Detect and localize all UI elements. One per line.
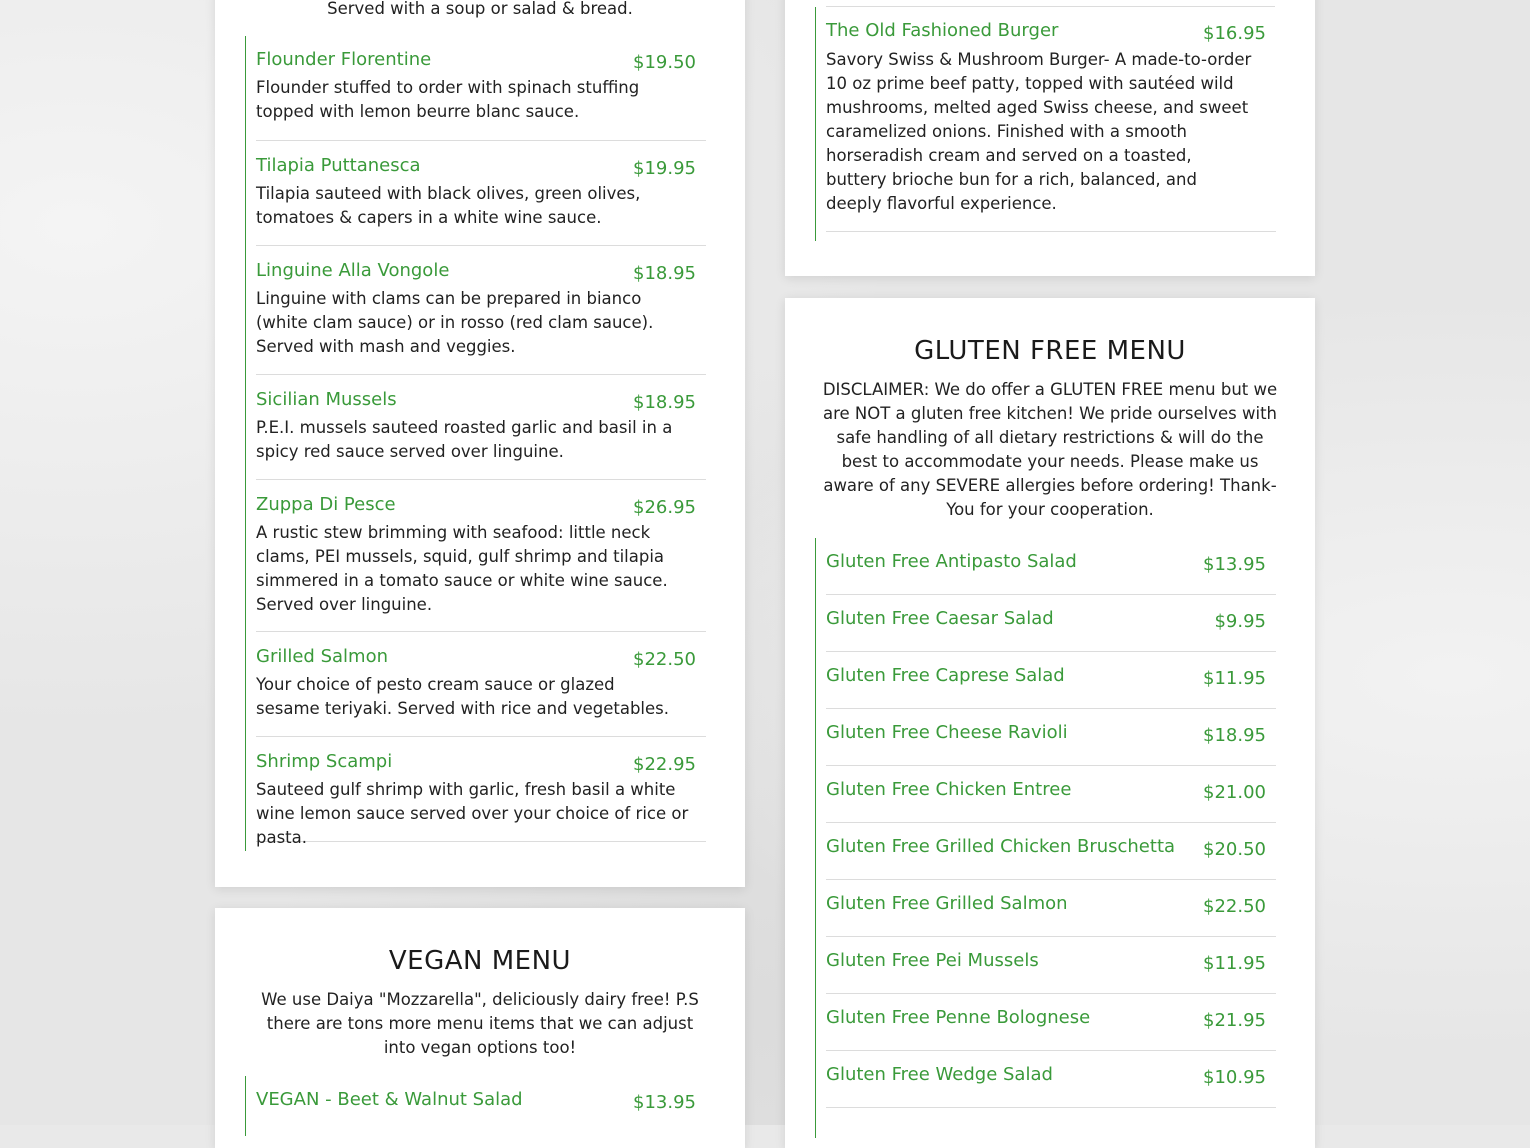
menu-item-price: $22.95 — [633, 754, 696, 775]
menu-item-price: $16.95 — [1203, 23, 1266, 44]
vegan-title: VEGAN MENU — [388, 946, 572, 976]
menu-item[interactable] — [826, 880, 1276, 937]
entrees-list — [245, 36, 706, 851]
menu-item[interactable] — [826, 709, 1276, 766]
vegan-list — [245, 1076, 706, 1136]
menu-item-name[interactable]: Gluten Free Cheese Ravioli — [826, 722, 1068, 743]
menu-item-price: $18.95 — [1203, 725, 1266, 746]
menu-item-name[interactable]: Grilled Salmon — [256, 646, 388, 667]
menu-item[interactable] — [826, 7, 1276, 232]
menu-item[interactable] — [256, 1076, 706, 1136]
menu-item[interactable] — [256, 246, 706, 375]
menu-item[interactable] — [826, 1051, 1276, 1108]
menu-item-price: $26.95 — [633, 497, 696, 518]
menu-item[interactable] — [826, 766, 1276, 823]
menu-item-price: $13.95 — [633, 1092, 696, 1113]
menu-item-name[interactable]: Gluten Free Grilled Chicken Bruschetta — [826, 836, 1176, 857]
menu-item-name[interactable]: Gluten Free Pei Mussels — [826, 950, 1039, 971]
menu-item-name[interactable]: Shrimp Scampi — [256, 751, 393, 772]
menu-item-price: $10.95 — [1203, 1067, 1266, 1088]
menu-item[interactable] — [256, 36, 706, 141]
vegan-desc: We use Daiya "Mozzarella", deliciously dairy free! P.S there are tons more menu items that we can adjust into vegan options too! — [261, 990, 699, 1057]
menu-item-name[interactable]: Gluten Free Chicken Entree — [826, 779, 1072, 800]
menu-item-name[interactable]: Gluten Free Penne Bolognese — [826, 1007, 1091, 1028]
menu-item-name[interactable]: Gluten Free Caesar Salad — [826, 608, 1054, 629]
menu-item[interactable] — [826, 994, 1276, 1051]
menu-item-desc: Flounder stuffed to order with spinach stuffing topped with lemon beurre blanc sauce. — [256, 78, 640, 121]
menu-item-price: $21.95 — [1203, 1010, 1266, 1031]
menu-item[interactable] — [826, 823, 1276, 880]
menu-item-desc: P.E.I. mussels sauteed roasted garlic and basil in a spicy red sauce served over linguine. — [256, 418, 673, 461]
menu-item-price: $13.95 — [1203, 554, 1266, 575]
menu-item[interactable] — [256, 375, 706, 480]
menu-item-name[interactable]: Linguine Alla Vongole — [256, 260, 450, 281]
gluten-free-disclaimer: DISCLAIMER: We do offer a GLUTEN FREE menu but we are NOT a gluten free kitchen! We pride ourselves with safe handling of all dietary restrictions & will do the best to accommodate your needs. Please make us aware of any SEVERE allergies before ordering! Thank-You for your cooperation. — [822, 380, 1278, 519]
menu-item-name[interactable]: Flounder Florentine — [256, 49, 432, 70]
menu-item-price: $22.50 — [1203, 896, 1266, 917]
menu-item-price: $22.50 — [633, 649, 696, 670]
menu-item-price: $18.95 — [633, 392, 696, 413]
menu-item-desc: Your choice of pesto cream sauce or glazed sesame teriyaki. Served with rice and vegetables. — [256, 675, 670, 718]
menu-item[interactable] — [256, 141, 706, 246]
menu-item-price: $9.95 — [1214, 611, 1266, 632]
menu-item-price: $21.00 — [1203, 782, 1266, 803]
menu-item-price: $19.50 — [633, 52, 696, 73]
menu-item-name[interactable]: Tilapia Puttanesca — [256, 155, 421, 176]
menu-item[interactable] — [826, 538, 1276, 595]
menu-item-price: $18.95 — [633, 263, 696, 284]
menu-item[interactable] — [256, 737, 706, 847]
entrees-note: Served with a soup or salad & bread. — [327, 0, 633, 18]
menu-item[interactable] — [256, 480, 706, 632]
menu-item-name[interactable]: Gluten Free Caprese Salad — [826, 665, 1065, 686]
burger-list — [815, 7, 1276, 241]
menu-item-name[interactable]: Gluten Free Wedge Salad — [826, 1064, 1053, 1085]
menu-item-name[interactable]: The Old Fashioned Burger — [826, 20, 1059, 41]
menu-item[interactable] — [826, 652, 1276, 709]
menu-item[interactable] — [826, 595, 1276, 652]
menu-item-name[interactable]: Gluten Free Grilled Salmon — [826, 893, 1068, 914]
menu-item-desc: Tilapia sauteed with black olives, green olives, tomatoes & capers in a white wine sauce. — [256, 184, 641, 227]
gluten-free-list — [815, 538, 1276, 1138]
menu-item-name[interactable]: VEGAN - Beet & Walnut Salad — [256, 1089, 523, 1110]
menu-item-desc: Savory Swiss & Mushroom Burger- A made-to-order 10 oz prime beef patty, topped with sautéed wild mushrooms, melted aged Swiss cheese, and sweet caramelized onions. Finished with a smooth horseradish cream and served on a toasted, buttery brioche bun for a rich, balanced, and deeply flavorful experience. — [826, 50, 1252, 213]
gluten-free-title: GLUTEN FREE MENU — [914, 336, 1186, 366]
menu-item-name[interactable]: Sicilian Mussels — [256, 389, 397, 410]
menu-item-desc: Linguine with clams can be prepared in bianco (white clam sauce) or in rosso (red clam sauce). Served with mash and veggies. — [256, 289, 654, 356]
menu-item-price: $11.95 — [1203, 953, 1266, 974]
menu-item-desc: Sauteed gulf shrimp with garlic, fresh basil a white wine lemon sauce served over your choice of rice or pasta. — [256, 780, 689, 847]
menu-item[interactable] — [826, 937, 1276, 994]
menu-item-desc: A rustic stew brimming with seafood: little neck clams, PEI mussels, squid, gulf shrimp and tilapia simmered in a tomato sauce or white wine sauce. Served over linguine. — [256, 523, 668, 614]
menu-item-name[interactable]: Zuppa Di Pesce — [256, 494, 396, 515]
menu-item-price: $11.95 — [1203, 668, 1266, 689]
menu-item-price: $20.50 — [1203, 839, 1266, 860]
menu-item-name[interactable]: Gluten Free Antipasto Salad — [826, 551, 1077, 572]
menu-item-price: $19.95 — [633, 158, 696, 179]
menu-item[interactable] — [256, 632, 706, 737]
